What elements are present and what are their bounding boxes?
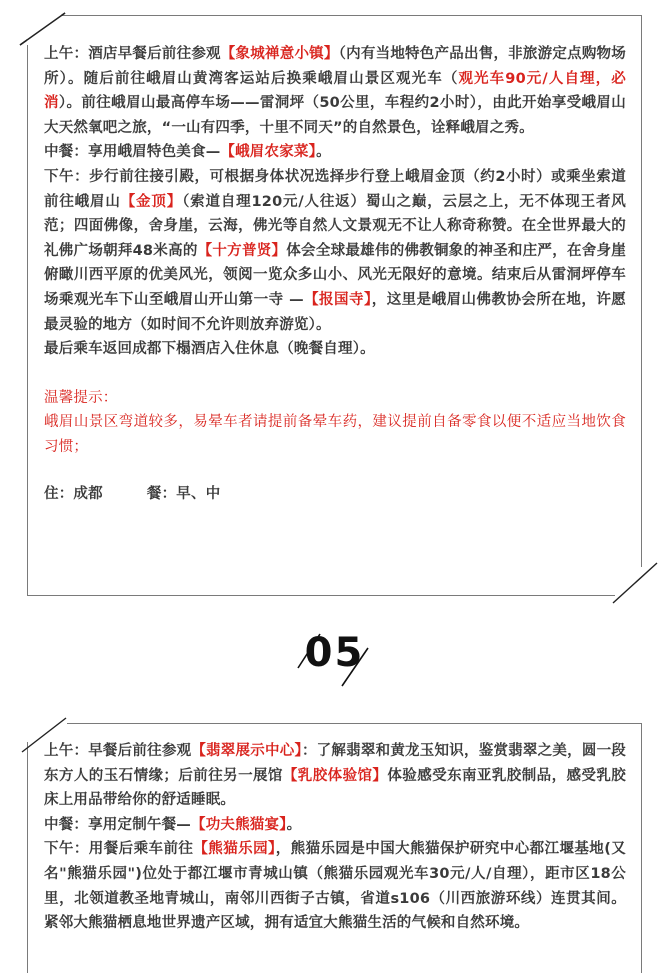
morning-paragraph [44,739,626,813]
paragraph-text: 体会全球最雄伟的佛教铜象的神圣和庄严，在舍身崖俯瞰川西平原的优美风光，领阅一览众多山小、风光无限好的意境。结束后从雷洞坪停车场乘观光车下山至峨眉山开山第一寺 — [44,242,626,308]
tips-title: 温馨提示： [44,389,118,406]
paragraph-text: （索道自理120元/人往返）蜀山之巅，云层之上，无不体现王者风范；四面佛像，舍身崖，云海，佛光等自然人文景观无不让人称奇称赞。在全世界最大的礼佛广场朝拜48米高的 [44,193,626,259]
paragraph-text: ）。前往峨眉山最高停车场——雷洞坪（50公里，车程约2小时），由此开始享受峨眉山大天然氧吧之旅，“一山有四季，十里不同天”的自然景色，诠释峨眉之秀。 [44,95,627,136]
evening-paragraph: 最后乘车返回成都下榻酒店入住休息（晚餐自理）。 [44,341,375,358]
paragraph-text: 。 [286,816,302,833]
highlight-text: 【报国寺】 [303,291,372,308]
paragraph-text: 中餐：享用峨眉特色美食— [44,144,221,161]
highlight-text: 【象城禅意小镇】 [220,46,339,62]
corner-slash-bottom-right [605,555,665,610]
corner-slash-top-left [10,10,70,60]
stay-meals-line: 住：成都 餐：早、中 [44,485,221,502]
lunch-paragraph [44,140,626,165]
tips-body: 峨眉山景区弯道较多，易晕车者请提前备晕车药，建议提前自备零食以便不适应当地饮食习惯； [44,414,626,455]
afternoon-paragraph [44,165,626,337]
highlight-text: 【金顶】 [120,193,183,210]
paragraph-text: 下午：步行前往接引殿，可根据身体状况选择步行登上峨眉金顶（约2小时）或乘坐索道前往峨眉山 [44,168,626,210]
paragraph-text: 中餐：享用定制午餐— [44,816,191,833]
morning-paragraph [44,42,626,140]
itinerary-card-day5 [27,723,642,973]
highlight-text: 【十方普贤】 [197,242,287,259]
paragraph-text: ：了解翡翠和黄龙玉知识，鉴赏翡翠之美，圆一段东方人的玉石情缘；后前往另一展馆 [44,743,627,784]
corner-slash-top-left [10,712,70,762]
highlight-text: 【功夫熊猫宴】 [191,816,287,833]
highlight-text: 【乳胶体验馆】 [282,767,388,784]
highlight-text: 【翡翠展示中心】 [191,743,302,759]
paragraph-text: ，熊猫乐园是中国大熊猫保护研究中心都江堰基地(又名"熊猫乐园")位处于都江堰市青城山镇（熊猫乐园观光车30元/人/自理），距市区18公里，北领道教圣地青城山，南邻川西街子古镇，省道s106（川西旅游环线）连贯其间。紧邻大熊猫栖息地世界遗产区域，拥有适宜大熊猫生活的气候和自然环境。 [44,841,627,932]
paragraph-text: 上午：酒店早餐后前往参观 [44,46,221,62]
highlight-text: 【熊猫乐园】 [193,841,276,858]
day-number: 05 [304,630,365,676]
paragraph-text: （内有当地特色产品出售，非旅游定点购物场所）。随后前往峨眉山黄湾客运站后换乘峨眉山景区观光车（ [44,46,626,87]
paragraph-text: ，这里是峨眉山佛教协会所在地，许愿最灵验的地方（如时间不允许则放弃游览）。 [44,291,627,333]
lunch-paragraph [44,813,626,838]
paragraph-text: 体验感受东南亚乳胶制品，感受乳胶床上用品带给你的舒适睡眠。 [44,767,626,809]
afternoon-paragraph [44,837,626,935]
highlight-text: 【峨眉农家菜】 [220,144,317,161]
paragraph-text: 。 [316,144,331,161]
paragraph-text: 下午：用餐后乘车前往 [44,841,194,858]
paragraph-text: 上午：早餐后前往参观 [44,743,192,759]
highlight-text: 观光车90元/人自理，必消 [44,70,626,112]
itinerary-card-day4 [27,15,642,596]
